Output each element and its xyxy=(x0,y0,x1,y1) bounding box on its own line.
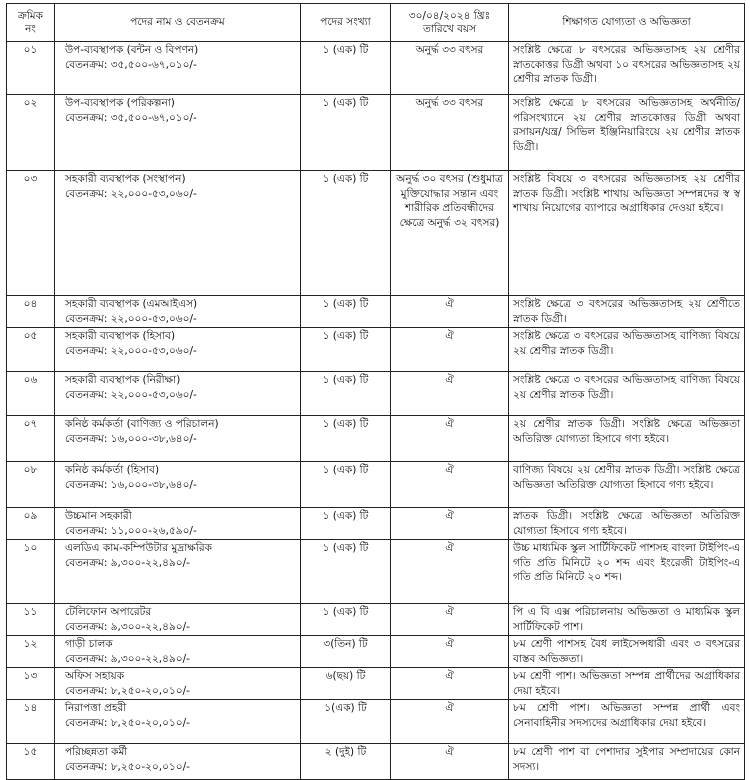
header-age: ৩০/০৪/২০২৪ খ্রিঃ তারিখে বয়স xyxy=(391,4,509,42)
serial-cell xyxy=(7,604,55,636)
count-cell xyxy=(301,700,391,744)
qualification-cell xyxy=(509,42,745,95)
count-cell xyxy=(301,668,391,700)
pay-scale: বেতনক্রম: ২২,০০০-৫৩,০৬০/- xyxy=(65,344,197,357)
age-limit: ঐ xyxy=(445,374,454,386)
qualification-cell xyxy=(509,416,745,462)
header-count: পদের সংখ্যা xyxy=(301,4,391,42)
qualification-text: সংশ্লিষ্ট ক্ষেত্রে ৩ বৎসরের অভিজ্ঞতাসহ বাণিজ্য বিষয়ে ২য় শ্রেণীর স্নাতক ডিগ্রী। xyxy=(513,330,740,357)
pay-scale: বেতনক্রম: ৯,৩০০-২২,৪৯০/- xyxy=(65,556,190,569)
post-count: ৬(ছয়) টি xyxy=(325,670,366,682)
table-row xyxy=(7,700,745,744)
serial-number: ১০ xyxy=(23,542,38,554)
post-name: গাড়ী চালক xyxy=(65,638,113,650)
post-cell xyxy=(55,462,301,508)
age-limit: ঐ xyxy=(445,510,454,522)
post-name: সহকারী ব্যবস্থাপক (নিরীক্ষা) xyxy=(65,374,181,386)
age-limit: ঐ xyxy=(445,298,454,310)
age-cell xyxy=(391,171,509,296)
serial-number: ০৭ xyxy=(23,418,38,430)
pay-scale: বেতনক্রম: ৮,২৫০-২০,০১০/- xyxy=(65,760,190,773)
table-row xyxy=(7,372,745,416)
post-cell xyxy=(55,171,301,296)
post-cell xyxy=(55,668,301,700)
table-row xyxy=(7,42,745,95)
table-row xyxy=(7,95,745,171)
serial-cell xyxy=(7,668,55,700)
table-row xyxy=(7,462,745,508)
qualification-text: ৮ম শ্রেণী পাশ। অভিজ্ঞতা সম্পন্ন প্রার্থী এবং সেনাবাহিনীর সদস্যদের অগ্রাধিকার দেয়া হইবে। xyxy=(513,702,740,729)
count-cell xyxy=(301,416,391,462)
count-cell xyxy=(301,95,391,171)
post-cell xyxy=(55,508,301,540)
post-name: উচ্চমান সহকারী xyxy=(65,510,132,522)
qualification-cell xyxy=(509,668,745,700)
serial-number: ১৫ xyxy=(23,746,38,758)
qualification-text: সংশ্লিষ্ট ক্ষেত্রে ৮ বৎসরের অভিজ্ঞতাসহ অর্থনীতি/পরিসংখ্যানে ২য় শ্রেণীর স্নাতকোত্তর ডিগ্রী অথবা রসায়ন/যন্ত্র/ সিভিল ইঞ্জিনিয়ারিংয়ে ২য় শ্রেণীর স্নাতক ডিগ্রী। xyxy=(513,97,740,153)
post-count: ১(এক) টি xyxy=(324,702,367,714)
qualification-text: বাণিজ্য বিষয়ে ২য় শ্রেণীর স্নাতক ডিগ্রী। সংশ্লিষ্ট ক্ষেত্রে অভিজ্ঞতা অতিরিক্ত যোগ্যতা হিসাবে গণ্য হইবে। xyxy=(513,464,740,491)
count-cell xyxy=(301,636,391,668)
post-cell xyxy=(55,296,301,328)
post-name: অফিস সহায়ক xyxy=(65,670,125,682)
post-cell xyxy=(55,95,301,171)
post-name: সহকারী ব্যবস্থাপক (সংস্থাপন) xyxy=(65,173,186,185)
count-cell xyxy=(301,462,391,508)
count-cell xyxy=(301,604,391,636)
post-name: নিরাপত্তা প্রহরী xyxy=(65,702,127,714)
serial-cell xyxy=(7,42,55,95)
table-row xyxy=(7,744,745,780)
serial-cell xyxy=(7,328,55,372)
table-row xyxy=(7,668,745,700)
qualification-cell xyxy=(509,296,745,328)
table-row xyxy=(7,296,745,328)
qualification-cell xyxy=(509,372,745,416)
qualification-cell xyxy=(509,636,745,668)
qualification-text: ২য় শ্রেণীর স্নাতক ডিগ্রী। সংশ্লিষ্ট ক্ষেত্রে অভিজ্ঞতা অতিরিক্ত যোগ্যতা হিসাবে গণ্য হইবে। xyxy=(513,418,740,445)
age-limit: অনুর্দ্ধ ৩৩ বৎসর xyxy=(415,97,484,109)
qualification-cell xyxy=(509,462,745,508)
post-name: সহকারী ব্যবস্থাপক (হিসাব) xyxy=(65,330,176,342)
post-name: টেলিফোন অপারেটর xyxy=(65,606,152,618)
table-row xyxy=(7,171,745,296)
age-cell xyxy=(391,604,509,636)
serial-cell xyxy=(7,462,55,508)
pay-scale: বেতনক্রম: ৩৫,৫০০-৬৭,০১০/- xyxy=(65,58,197,71)
pay-scale: বেতনক্রম: ১১,০০০-২৬,৫৯০/- xyxy=(65,524,197,537)
qualification-cell xyxy=(509,540,745,604)
serial-number: ১৩ xyxy=(23,670,38,682)
serial-cell xyxy=(7,508,55,540)
age-cell xyxy=(391,540,509,604)
qualification-text: স্নাতক ডিগ্রী। সংশ্লিষ্ট ক্ষেত্রে অভিজ্ঞতা অতিরিক্ত যোগ্যতা হিসাবে গণ্য হইবে। xyxy=(513,510,740,537)
age-limit: ঐ xyxy=(445,702,454,714)
count-cell xyxy=(301,372,391,416)
pay-scale: বেতনক্রম: ৮,২৫০-২০,০১০/- xyxy=(65,684,190,697)
age-limit: ঐ xyxy=(445,746,454,758)
serial-number: ০৪ xyxy=(23,298,38,310)
qualification-text: ৮ম শ্রেণী পাশসহ বৈধ লাইসেন্সধারী এবং ৩ বৎসরের বাস্তব অভিজ্ঞতা। xyxy=(513,638,740,665)
age-cell xyxy=(391,296,509,328)
post-cell xyxy=(55,744,301,780)
age-cell xyxy=(391,508,509,540)
age-cell xyxy=(391,42,509,95)
qualification-cell xyxy=(509,508,745,540)
serial-number: ০২ xyxy=(23,97,38,109)
serial-cell xyxy=(7,372,55,416)
age-cell xyxy=(391,668,509,700)
age-cell xyxy=(391,462,509,508)
pay-scale: বেতনক্রম: ২২,০০০-৫৩,০৬০/- xyxy=(65,388,197,401)
table-row xyxy=(7,604,745,636)
pay-scale: বেতনক্রম: ১৬,০০০-৩৮,৬৪০/- xyxy=(65,432,197,445)
age-limit: ঐ xyxy=(445,330,454,342)
age-cell xyxy=(391,95,509,171)
serial-number: ১১ xyxy=(23,606,38,618)
count-cell xyxy=(301,42,391,95)
post-count: ১ (এক) টি xyxy=(322,97,369,109)
pay-scale: বেতনক্রম: ১৬,০০০-৩৮,৬৪০/- xyxy=(65,478,197,491)
post-count: ১ (এক) টি xyxy=(322,330,369,342)
qualification-cell xyxy=(509,744,745,780)
count-cell xyxy=(301,744,391,780)
qualification-text: সংশ্লিষ্ট ক্ষেত্রে ৩ বৎসরের অভিজ্ঞতাসহ ২য় শ্রেণীতে স্নাতক ডিগ্রী। xyxy=(513,298,740,325)
age-cell xyxy=(391,372,509,416)
serial-number: ০৮ xyxy=(23,464,38,476)
serial-cell xyxy=(7,416,55,462)
count-cell xyxy=(301,508,391,540)
pay-scale: বেতনক্রম: ৯,৩০০-২২,৪৯০/- xyxy=(65,620,190,633)
count-cell xyxy=(301,171,391,296)
serial-number: ০৩ xyxy=(23,173,38,185)
pay-scale: বেতনক্রম: ৯,৩০০-২২,৪৯০/- xyxy=(65,652,190,665)
post-name: পরিচ্ছন্নতা কর্মী xyxy=(65,746,128,758)
age-limit: অনুর্দ্ধ ৩০ বৎসর (শুধুমাত্র মুক্তিযোদ্ধার সন্তান এবং শারীরিক প্রতিবন্ধীদের ক্ষেত্রে অনুর্দ্ধ ৩২ বৎসর) xyxy=(396,173,503,229)
post-name: উপ-ব্যবস্থাপক (বন্টন ও বিপণন) xyxy=(65,44,199,56)
post-cell xyxy=(55,42,301,95)
post-name: উপ-ব্যবস্থাপক (পরিকল্পনা) xyxy=(65,97,175,109)
age-limit: ঐ xyxy=(445,418,454,430)
post-count: ১ (এক) টি xyxy=(322,464,369,476)
serial-number: ০৬ xyxy=(23,374,38,386)
qualification-text: উচ্চ মাধ্যমিক স্কুল সার্টিফিকেট পাশসহ বাংলা টাইপিং-এ গতি প্রতি মিনিটে ২০ শব্দ এবং ইংরেজী টাইপিং-এ গতি প্রতি মিনিটে ২০ শব্দ। xyxy=(513,542,740,583)
table-row xyxy=(7,540,745,604)
post-count: ২ (দুই) টি xyxy=(324,746,367,758)
serial-cell xyxy=(7,700,55,744)
age-cell xyxy=(391,416,509,462)
age-cell xyxy=(391,700,509,744)
qualification-cell xyxy=(509,700,745,744)
table-row xyxy=(7,508,745,540)
post-count: ১ (এক) টি xyxy=(322,606,369,618)
age-cell xyxy=(391,636,509,668)
serial-number: ০১ xyxy=(23,44,38,56)
post-count: ১ (এক) টি xyxy=(322,542,369,554)
post-count: ১ (এক) টি xyxy=(322,44,369,56)
qualification-cell xyxy=(509,171,745,296)
recruitment-table xyxy=(6,3,745,780)
post-count: ৩(তিন) টি xyxy=(323,638,368,650)
pay-scale: বেতনক্রম: ২২,০০০-৫৩,০৬০/- xyxy=(65,187,197,200)
age-limit: ঐ xyxy=(445,542,454,554)
qualification-text: পি এ বি এক্স পরিচালনায় অভিজ্ঞতা ও মাধ্যমিক স্কুল সার্টিফিকেট পাশ। xyxy=(513,606,740,633)
serial-number: ১৪ xyxy=(23,702,38,714)
qualification-text: সংশ্লিষ্ট ক্ষেত্রে ৮ বৎসরের অভিজ্ঞতাসহ ২য় শ্রেণীর স্নাতকোত্তর ডিগ্রী অথবা ১০ বৎসরের অভিজ্ঞতাসহ ২য় শ্রেণীর স্নাতক ডিগ্রী। xyxy=(513,44,740,85)
post-count: ১ (এক) টি xyxy=(322,298,369,310)
post-cell xyxy=(55,372,301,416)
age-limit: ঐ xyxy=(445,638,454,650)
post-count: ১ (এক) টি xyxy=(322,173,369,185)
qualification-text: সংশ্লিষ্ট বিষয়ে ৩ বৎসরের অভিজ্ঞতাসহ ২য় শ্রেণীর স্নাতক ডিগ্রী। সংশ্লিষ্ট শাখায় অভিজ্ঞতা সম্পন্নদের স্ব স্ব শাখায় নিয়োগের ব্যাপারে অগ্রাধিকার দেওয়া হইবে। xyxy=(513,173,740,214)
pay-scale: বেতনক্রম: ২২,০০০-৫৩,০৬০/- xyxy=(65,312,197,325)
serial-cell xyxy=(7,296,55,328)
post-name: এলডিএ কাম-কম্পিউটার মুদ্রাক্ষরিক xyxy=(65,542,212,554)
post-count: ১ (এক) টি xyxy=(322,374,369,386)
post-cell xyxy=(55,540,301,604)
serial-cell xyxy=(7,744,55,780)
post-cell xyxy=(55,416,301,462)
header-serial: ক্রমিক নং xyxy=(7,4,55,42)
qualification-text: সংশ্লিষ্ট ক্ষেত্রে ৩ বৎসরের অভিজ্ঞতাসহ বাণিজ্য বিষয়ে ২য় শ্রেণীর স্নাতক ডিগ্রী। xyxy=(513,374,740,401)
count-cell xyxy=(301,540,391,604)
qualification-text: ৮ম শ্রেণী পাশ বা পেশাদার সুইপার সম্প্রদায়ের কোন সদস্য। xyxy=(513,746,740,773)
post-cell xyxy=(55,604,301,636)
post-name: সহকারী ব্যবস্থাপক (এমআইএস) xyxy=(65,298,198,310)
header-post: পদের নাম ও বেতনক্রম xyxy=(55,4,301,42)
qualification-cell xyxy=(509,604,745,636)
qualification-cell xyxy=(509,328,745,372)
table-row xyxy=(7,416,745,462)
serial-number: ১২ xyxy=(23,638,38,650)
header-qualification: শিক্ষাগত যোগ্যতা ও অভিজ্ঞতা xyxy=(509,4,745,42)
post-cell xyxy=(55,328,301,372)
age-cell xyxy=(391,744,509,780)
table-row xyxy=(7,328,745,372)
qualification-text: ৮ম শ্রেণী পাশ। অভিজ্ঞতা সম্পন্ন প্রার্থীদের অগ্রাধিকার দেয়া হইবে। xyxy=(513,670,740,697)
age-cell xyxy=(391,328,509,372)
post-count: ১ (এক) টি xyxy=(322,510,369,522)
pay-scale: বেতনক্রম: ৮,২৫০-২০,০১০/- xyxy=(65,716,190,729)
serial-number: ০৫ xyxy=(23,330,38,342)
header-row xyxy=(7,4,745,42)
post-cell xyxy=(55,636,301,668)
post-count: ১ (এক) টি xyxy=(322,418,369,430)
age-limit: অনুর্দ্ধ ৩৩ বৎসর xyxy=(415,44,484,56)
serial-cell xyxy=(7,540,55,604)
serial-number: ০৯ xyxy=(23,510,38,522)
count-cell xyxy=(301,296,391,328)
post-cell xyxy=(55,700,301,744)
age-limit: ঐ xyxy=(445,606,454,618)
count-cell xyxy=(301,328,391,372)
table-row xyxy=(7,636,745,668)
post-name: কনিষ্ঠ কর্মকর্তা (হিসাব) xyxy=(65,464,160,476)
serial-cell xyxy=(7,636,55,668)
pay-scale: বেতনক্রম: ৩৫,৫০০-৬৭,০১০/- xyxy=(65,111,197,124)
post-name: কনিষ্ঠ কর্মকর্তা (বাণিজ্য ও পরিচালন) xyxy=(65,418,219,430)
age-limit: ঐ xyxy=(445,670,454,682)
qualification-cell xyxy=(509,95,745,171)
serial-cell xyxy=(7,95,55,171)
age-limit: ঐ xyxy=(445,464,454,476)
serial-cell xyxy=(7,171,55,296)
